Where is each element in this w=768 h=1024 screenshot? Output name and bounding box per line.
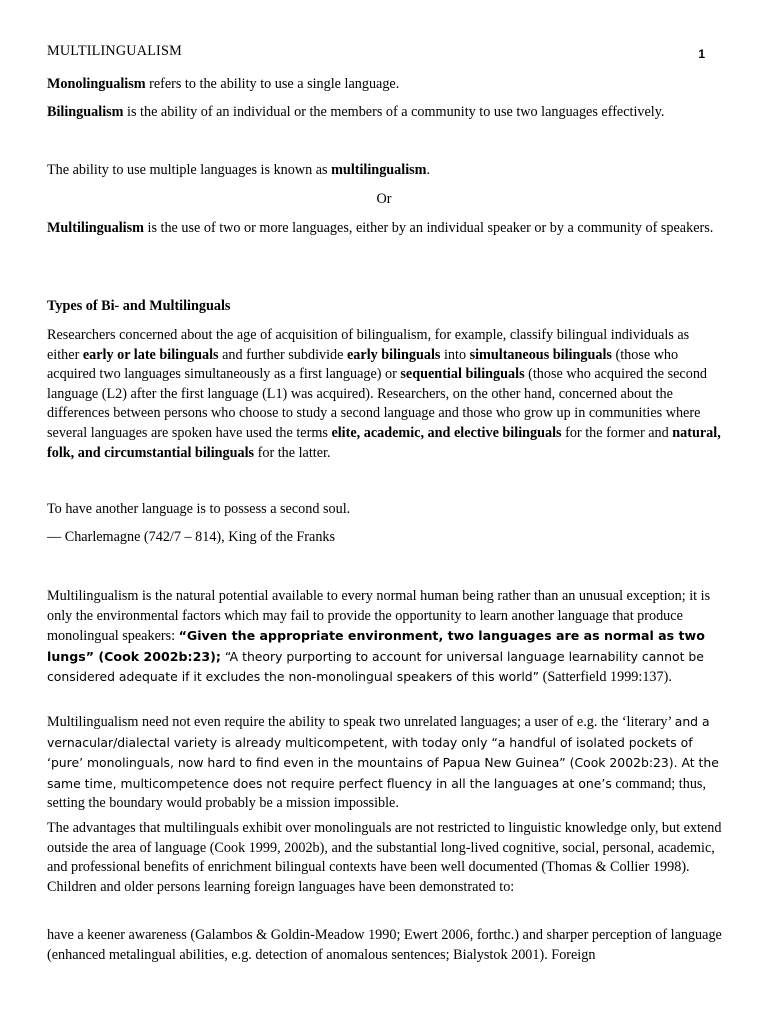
paragraph-text: Multilingualism need not even require the ability to speak two unrelated languages; a user of e.g. the ‘literary’ [47,714,675,730]
term-early-or-late: early or late bilinguals [82,346,219,363]
paragraph-text: command; thus, setting the boundary would probably be a mission impossible. [47,775,706,812]
satterfield-quote: “A theory purporting to account for universal language learnability cannot be considered adequate if it excludes the non-monolingual speakers of this world” [47,648,704,685]
definition-multilingualism [47,161,722,181]
running-head: MULTILINGUALISM [47,43,182,59]
term-multilingualism-alt: Multilingualism [47,220,144,236]
definition-monolingualism [47,75,722,95]
paragraph-types [47,326,722,463]
paragraph-natural-potential [47,587,722,688]
term-elite: elite, academic, and elective bilinguals [331,424,562,441]
definition-text: is the ability of an individual or the members of a community to use two languages effectively. [123,104,665,120]
definition-bilingualism [47,103,722,123]
definition-multilingualism-alt [47,219,722,239]
definition-text: refers to the ability to use a single language. [145,76,400,92]
term-bilingualism: Bilingualism [47,104,124,120]
paragraph-advantages: The advantages that multilinguals exhibit over monolinguals are not restricted to linguistic knowledge only, but extend outside the area of language (Cook 1999, 2002b), and the substantial long-lived cognitive, social, personal, academic, and professional benefits of enrichment bilingual contexts have been well documented (Thomas & Collier 1998). Children and older persons learning foreign languages have been demonstrated to: [47,820,722,895]
sans-passage: and a vernacular/dialectal variety is already multicompetent, with today only “a handful of isolated pockets of ‘pure’ monolinguals, now hard to find even in the mountains of Papua New Guinea” (Cook 2002b:23). At the same time, multicompetence does not require perfect fluency in all the languages at one’s [47,714,719,791]
paragraph-text: Researchers concerned about the age of acquisition of bilingualism, for example, classify bilingual individuals as either [47,327,690,363]
citation-text: (Satterfield 1999:137). [539,669,672,686]
page-number: 1 [698,47,705,61]
page-header [47,42,719,62]
paragraph-unrelated-languages [47,712,722,814]
paragraph-text: into [440,346,470,363]
term-early: early bilinguals [347,346,441,363]
quote-attribution: — Charlemagne (742/7 – 814), King of the Franks [47,529,336,545]
term-monolingualism: Monolingualism [47,76,146,92]
term-multilingualism: multilingualism [331,162,427,178]
section-heading-text: Types of Bi- and Multilinguals [47,298,231,314]
term-simultaneous: simultaneous bilinguals [469,346,612,363]
term-natural: natural, folk, and circumstantial bilinguals [47,424,721,461]
or-separator: Or [376,191,392,207]
paragraph-text: and further subdivide [218,346,347,363]
paragraph-text: for the latter. [254,444,331,461]
cook-quote: “Given the appropriate environment, two languages are as normal as two lungs” (Cook 2002b:23); [47,628,705,664]
definition-text: . [426,162,431,178]
term-sequential: sequential bilinguals [400,366,525,383]
section-heading-types [47,297,722,317]
paragraph-text: Multilingualism is the natural potential available to every normal human being rather than an unusual exception; it is only the environmental factors which may fail to provide the opportunity to learn another language that produce monolingual speakers: [47,588,711,645]
paragraph-text: (those who acquired the second language (L2) after the first language (L1) was acquired). Researchers, on the other hand, concerned about the differences between persons who choose to study a second language and those who grow up in communities where several languages are spoken have used the terms [47,366,708,441]
paragraph-text: (those who acquired two languages simultaneously as a first language) or [47,346,679,383]
quote-text: To have another language is to possess a second soul. [47,501,351,517]
definition-text: is the use of two or more languages, either by an individual speaker or by a community of speakers. [143,220,714,236]
definition-text: The ability to use multiple languages is known as [47,162,332,178]
paragraph-text: for the former and [561,424,673,441]
paragraph-keener-awareness: have a keener awareness (Galambos & Goldin-Meadow 1990; Ewert 2006, forthc.) and sharper perception of language (enhanced metalingual abilities, e.g. detection of anomalous sentences; Bialystok 2001). Foreign [47,927,722,963]
